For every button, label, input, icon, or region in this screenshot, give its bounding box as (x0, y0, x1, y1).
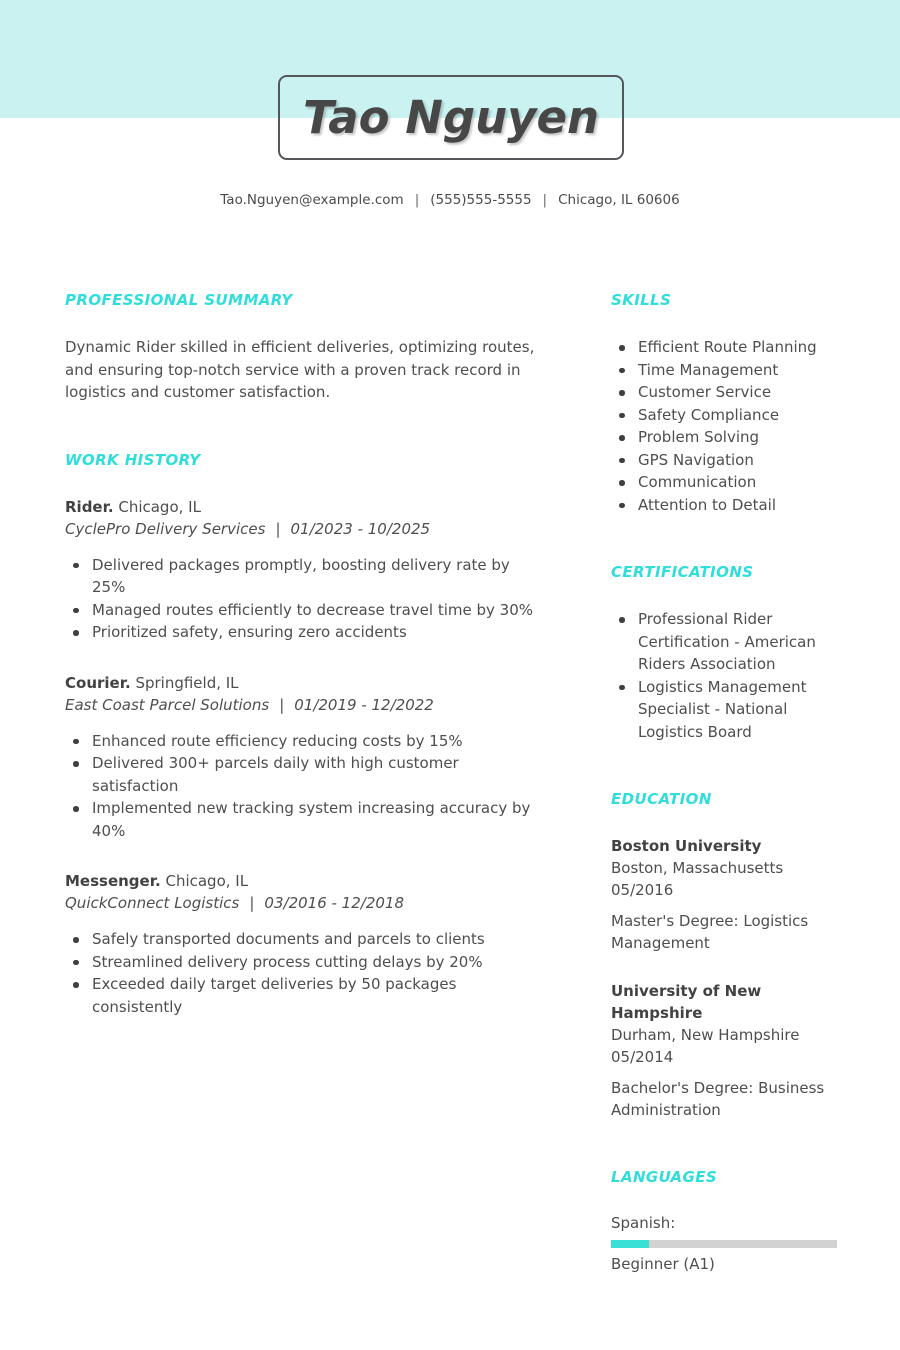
contact-line (0, 192, 900, 208)
section-education (611, 790, 837, 1121)
job-bullet: Delivered 300+ parcels daily with high customer satisfaction (65, 752, 545, 797)
job-company-line (65, 518, 545, 540)
education-heading: EDUCATION (611, 790, 712, 808)
job-title-line (65, 672, 545, 694)
job-bullet: Managed routes efficiently to decrease travel time by 30% (65, 599, 545, 622)
pipe-separator: | (249, 894, 255, 912)
work-history-heading: WORK HISTORY (65, 450, 201, 469)
education-degree: Bachelor's Degree: Business Administration (611, 1079, 825, 1119)
skills-list (611, 336, 837, 516)
job-bullet-list (65, 554, 545, 644)
job-bullet: Delivered packages promptly, boosting delivery rate by 25% (65, 554, 545, 599)
content-columns (65, 291, 837, 1273)
skill-item: Customer Service (611, 381, 837, 404)
job-bullet-list (65, 730, 545, 843)
section-languages (611, 1168, 837, 1273)
language-entry (611, 1213, 837, 1273)
right-column (611, 291, 837, 1273)
job-title: Messenger. (65, 872, 161, 890)
languages-heading: LANGUAGES (611, 1168, 718, 1186)
pipe-separator: | (279, 695, 285, 714)
skill-item: Time Management (611, 359, 837, 382)
education-school: Boston University (611, 837, 762, 855)
contact-location: Chicago, IL 60606 (558, 192, 680, 208)
contact-separator: | (414, 192, 420, 208)
job-company-line (65, 892, 545, 914)
job-title-line (65, 870, 545, 892)
pipe-separator: | (275, 519, 281, 538)
name-box (278, 75, 624, 160)
job-bullet: Prioritized safety, ensuring zero accidents (65, 621, 545, 644)
skill-item: Efficient Route Planning (611, 336, 837, 359)
job-dates: 01/2019 - 12/2022 (294, 695, 434, 714)
job-location: Chicago, IL (118, 497, 201, 516)
job-entry (65, 672, 545, 843)
job-entry (65, 496, 545, 644)
job-bullet: Implemented new tracking system increasing accuracy by 40% (65, 797, 545, 842)
job-entry (65, 870, 545, 1018)
education-date: 05/2016 (611, 881, 674, 899)
job-location: Springfield, IL (135, 673, 239, 692)
candidate-name: Tao Nguyen (302, 91, 600, 144)
skill-item: Safety Compliance (611, 404, 837, 427)
job-title: Courier. (65, 673, 131, 692)
certification-item: Logistics Management Specialist - National Logistics Board (611, 676, 837, 744)
job-dates: 01/2023 - 10/2025 (290, 519, 431, 538)
section-professional-summary (65, 291, 545, 404)
professional-summary-text: Dynamic Rider skilled in efficient deliveries, optimizing routes, and ensuring top-notch service with a proven track record in logistics and customer satisfaction. (65, 338, 535, 401)
job-bullet-list (65, 928, 545, 1018)
contact-separator: | (542, 192, 548, 208)
contact-email: Tao.Nguyen@example.com (220, 192, 404, 208)
language-level: Beginner (A1) (611, 1255, 715, 1273)
language-proficiency-bar (611, 1240, 837, 1248)
education-date: 05/2014 (611, 1048, 674, 1066)
education-entry (611, 835, 837, 954)
job-title-line (65, 496, 545, 518)
section-certifications (611, 563, 837, 743)
education-school: University of New Hampshire (611, 982, 762, 1022)
job-bullet: Safely transported documents and parcels to clients (65, 928, 545, 951)
skill-item: Attention to Detail (611, 494, 837, 517)
job-bullet: Exceeded daily target deliveries by 50 packages consistently (65, 973, 545, 1018)
left-column (65, 291, 545, 1273)
job-company: QuickConnect Logistics (65, 894, 240, 912)
job-company: CyclePro Delivery Services (65, 519, 266, 538)
education-degree: Master's Degree: Logistics Management (611, 912, 809, 952)
job-dates: 03/2016 - 12/2018 (264, 894, 404, 912)
job-title: Rider. (65, 497, 114, 516)
education-entry (611, 980, 837, 1121)
skill-item: GPS Navigation (611, 449, 837, 472)
certifications-heading: CERTIFICATIONS (611, 563, 754, 581)
education-location: Durham, New Hampshire (611, 1026, 800, 1044)
section-skills (611, 291, 837, 516)
skill-item: Communication (611, 471, 837, 494)
section-work-history (65, 451, 545, 1019)
certification-item: Professional Rider Certification - American Riders Association (611, 608, 837, 676)
contact-phone: (555)555-5555 (430, 192, 532, 208)
certifications-list (611, 608, 837, 743)
job-bullet: Streamlined delivery process cutting delays by 20% (65, 951, 545, 974)
skill-item: Problem Solving (611, 426, 837, 449)
professional-summary-heading: PROFESSIONAL SUMMARY (65, 291, 293, 309)
language-name: Spanish: (611, 1214, 676, 1232)
job-company-line (65, 694, 545, 716)
education-location: Boston, Massachusetts (611, 859, 784, 877)
skills-heading: SKILLS (611, 291, 672, 309)
job-bullet: Enhanced route efficiency reducing costs by 15% (65, 730, 545, 753)
language-proficiency-fill (611, 1240, 649, 1248)
job-company: East Coast Parcel Solutions (65, 695, 270, 714)
job-location: Chicago, IL (165, 872, 249, 890)
